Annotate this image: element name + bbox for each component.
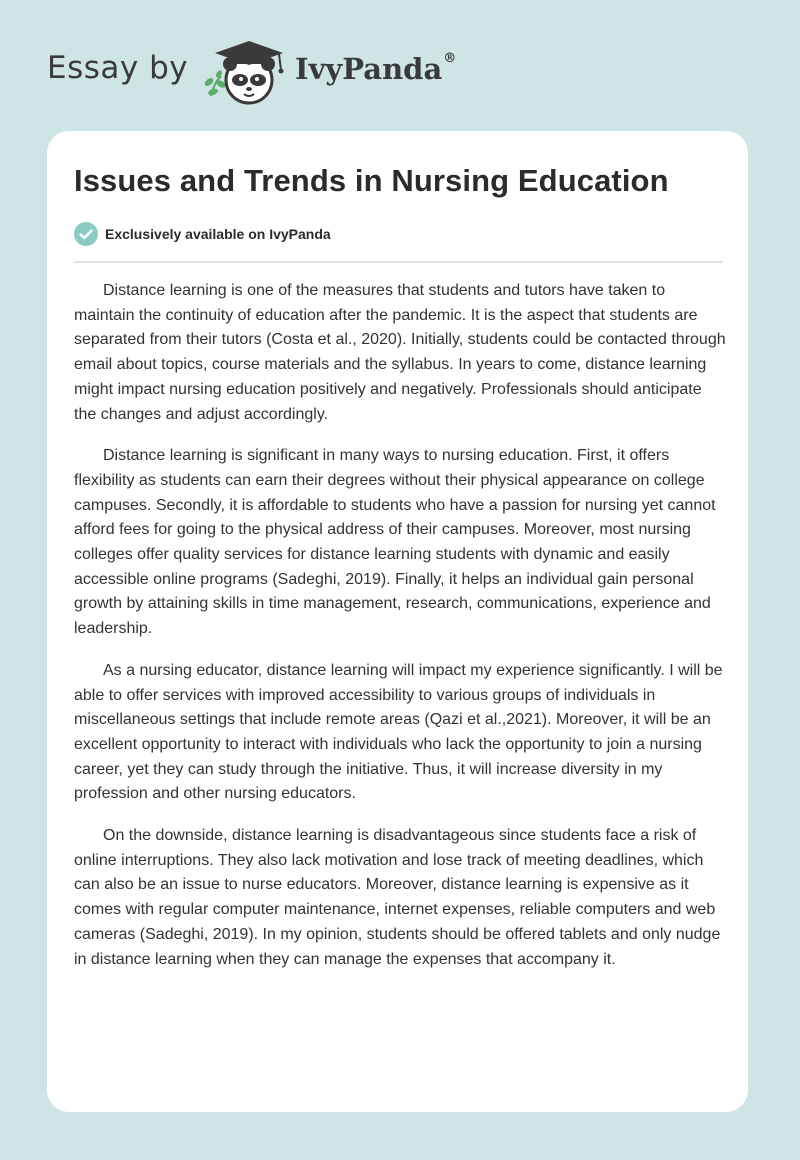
paragraph: Distance learning is significant in many ways to nursing education. First, it offers flexibility as students can earn their degrees without their physical appearance on college campuses. Secondly, it is affordable to students who have a passion for nursing yet cannot afford fees for going to the physical address of their campuses. Moreover, most nursing colleges offer quality services for distance learning students with dynamic and easily accessible online programs (Sadeghi, 2019). Finally, it helps an individual gain personal growth by attaining skills in time management, research, communications, experience and leadership. xyxy=(74,447,716,638)
paragraph: As a nursing educator, distance learning will impact my experience significantly. I will be able to offer services with improved accessibility to various groups of individuals in miscellaneous settings that include remote areas (Qazi et al.,2021). Moreover, it will be an excellent opportunity to interact with individuals who lack the opportunity to join a nursing career, yet they can study through the initiative. Thus, it will increase diversity in my profession and other nursing educators. xyxy=(74,661,723,803)
brand-header[interactable] xyxy=(47,36,477,108)
panda-graduation-cap-icon xyxy=(199,36,299,108)
check-circle-icon xyxy=(74,222,98,246)
divider xyxy=(74,261,723,263)
paragraph: Distance learning is one of the measures that students and tutors have taken to maintain the continuity of education after the pandemic. It is the aspect that students are separated from their tutors (Costa et al., 2020). Initially, students could be contacted through email about topics, course materials and the syllabus. In years to come, distance learning might impact nursing education positively and negatively. Professionals should anticipate the changes and adjust accordingly. xyxy=(74,282,726,423)
registered-mark: ® xyxy=(443,51,457,67)
essay-body xyxy=(74,279,726,989)
paragraph: On the downside, distance learning is disadvantageous since students face a risk of online interruptions. They also lack motivation and lose track of meeting deadlines, which can also be an issue to nurse educators. Moreover, distance learning is expensive as it comes with regular computer maintenance, internet expenses, reliable computers and web cameras (Sadeghi, 2019). In my opinion, students should be offered tablets and only nudge in distance learning when they can manage the expenses that accompany it. xyxy=(74,827,721,968)
brand-prefix: Essay by xyxy=(47,50,189,86)
brand-name xyxy=(295,52,456,86)
exclusive-badge-text: Exclusively available on IvyPanda xyxy=(105,226,331,242)
exclusive-badge xyxy=(74,222,331,246)
essay-card xyxy=(47,131,748,1112)
page-title: Issues and Trends in Nursing Education xyxy=(74,163,669,198)
brand-name-text: IvyPanda xyxy=(295,52,443,86)
